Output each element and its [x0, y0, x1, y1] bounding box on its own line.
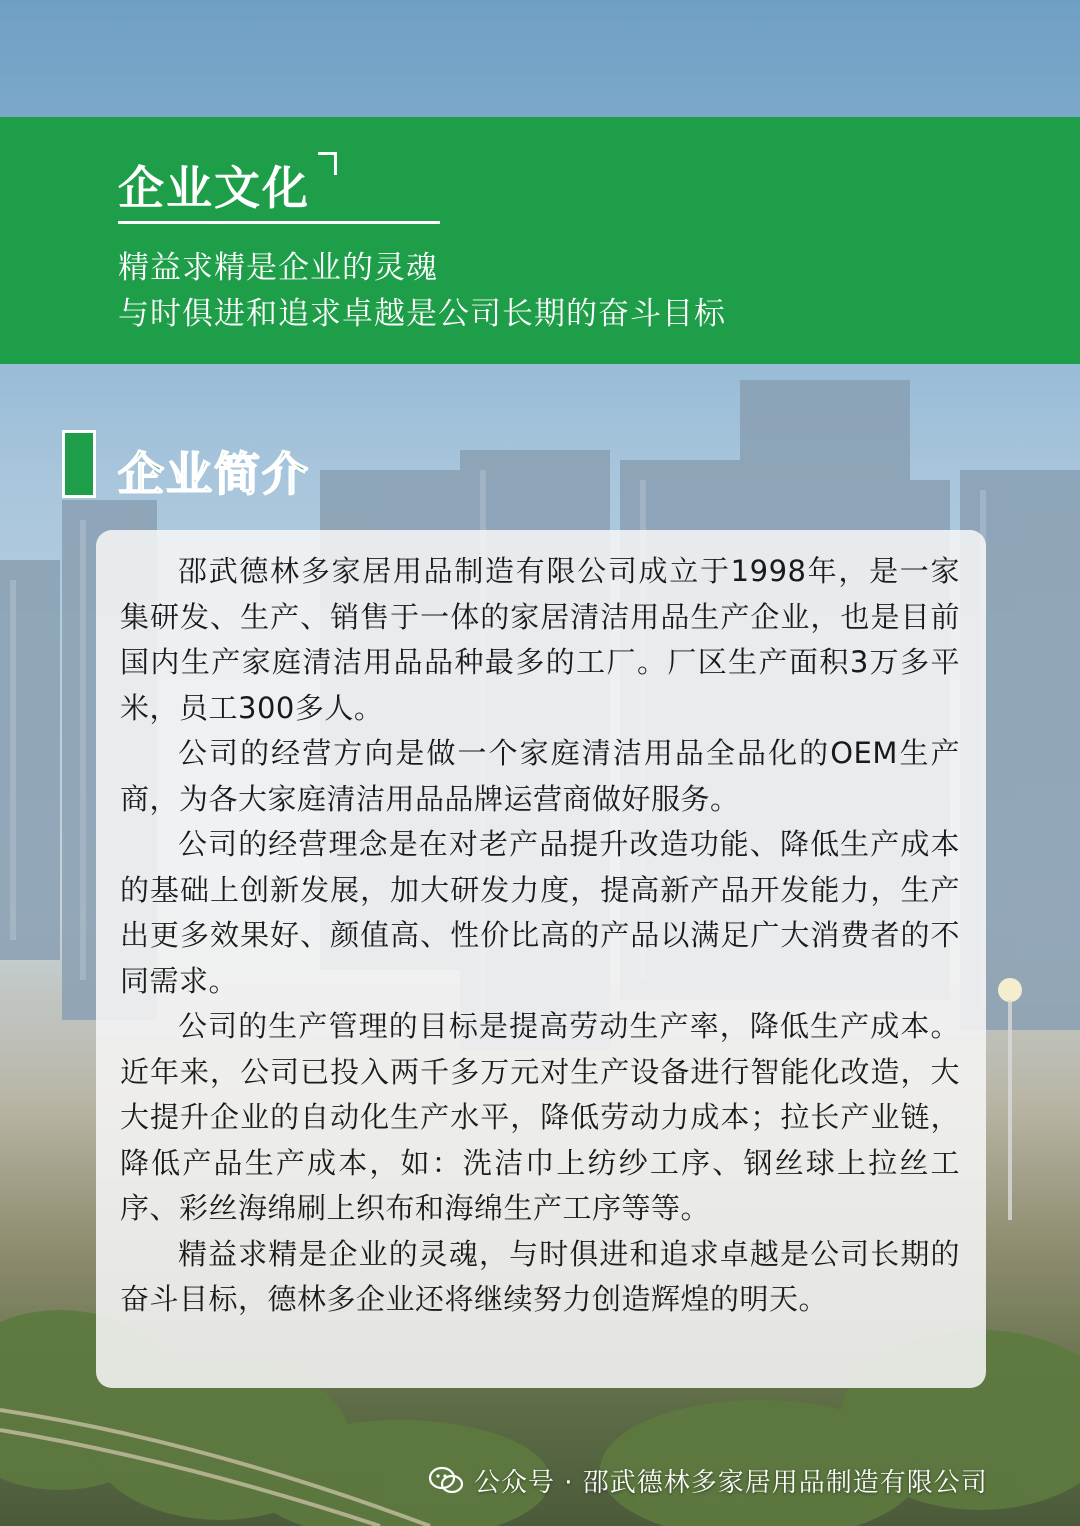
section-marker-bar [62, 430, 96, 498]
intro-paragraph-3: 公司的经营理念是在对老产品提升改造功能、降低生产成本的基础上创新发展，加大研发力度，提高新产品开发能力，生产出更多效果好、颜值高、性价比高的产品以满足广大消费者的不同需求。 [120, 827, 960, 998]
banner-slogan-2: 与时俱进和追求卓越是公司长期的奋斗目标 [118, 296, 726, 332]
wechat-icon [428, 1466, 464, 1496]
footer-text: 公众号 · 邵武德林多家居用品制造有限公司 [474, 1468, 988, 1498]
banner-title: 企业文化 [118, 161, 310, 215]
intro-paragraph-4: 公司的生产管理的目标是提高劳动生产率，降低生产成本。近年来，公司已投入两千多万元对生产设备进行智能化改造，大大提升企业的自动化生产水平，降低劳动力成本；拉长产业链，降低产品生产成本，如：洗洁巾上纺纱工序、钢丝球上拉丝工序、彩丝海绵刷上织布和海绵生产工序等等。 [120, 1009, 960, 1225]
intro-text [120, 549, 960, 1323]
intro-paragraph-1: 邵武德林多家居用品制造有限公司成立于1998年，是一家集研发、生产、销售于一体的家居清洁用品生产企业，也是目前国内生产家庭清洁用品品种最多的工厂。厂区生产面积3万多平米，员工300多人。 [120, 554, 960, 725]
title-corner-mark [318, 152, 337, 175]
title-underline [118, 221, 440, 224]
footer-watermark [428, 1462, 988, 1499]
section-title: 企业简介 [118, 447, 310, 501]
intro-paragraph-2: 公司的经营方向是做一个家庭清洁用品全品化的OEM生产商，为各大家庭清洁用品品牌运营商做好服务。 [120, 736, 960, 816]
banner-slogan-1: 精益求精是企业的灵魂 [118, 250, 438, 286]
intro-paragraph-5: 精益求精是企业的灵魂，与时俱进和追求卓越是公司长期的奋斗目标，德林多企业还将继续努力创造辉煌的明天。 [120, 1236, 960, 1316]
